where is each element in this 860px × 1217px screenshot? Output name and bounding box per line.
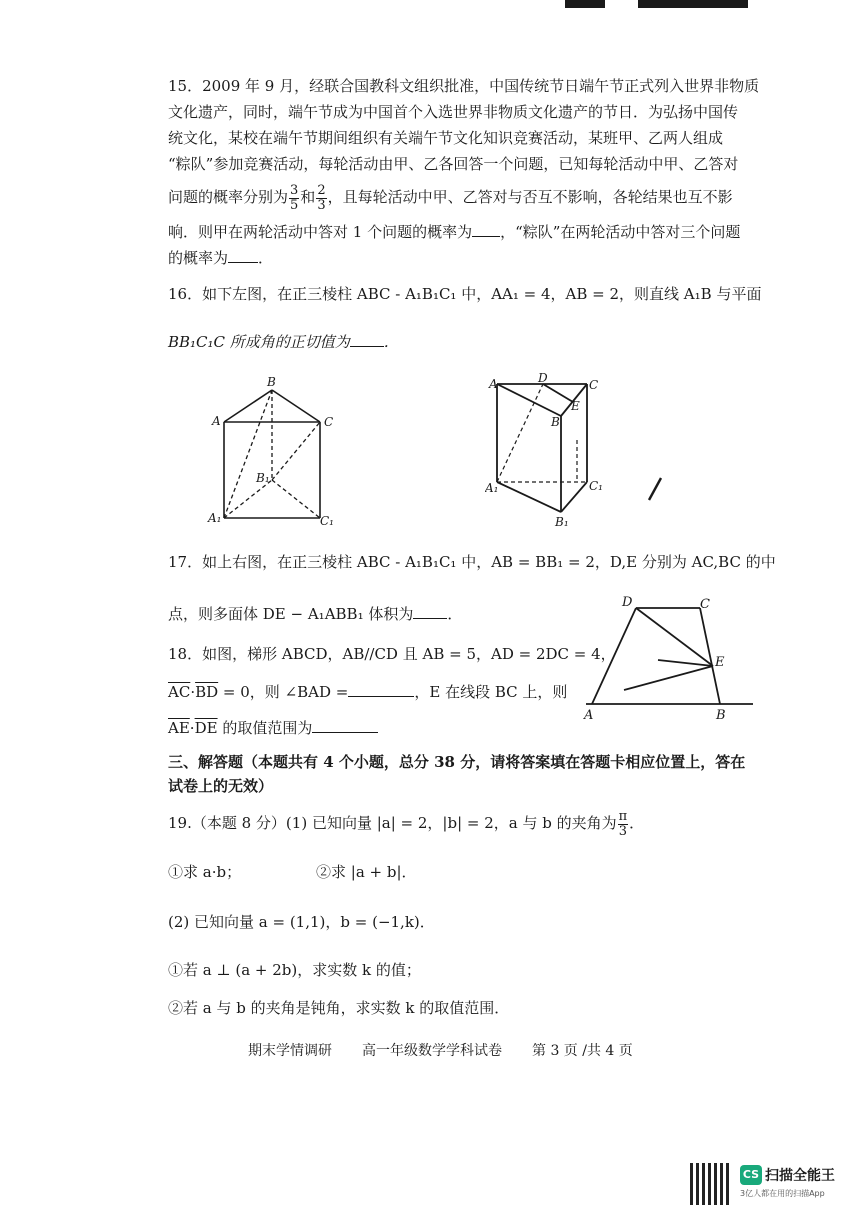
prism-figure-left <box>200 370 340 530</box>
q15-line-4: “粽队”参加竞赛活动，每轮活动由甲、乙各回答一个问题，已知每轮活动中甲、乙答对 <box>168 155 739 173</box>
footer-page-number: 第 3 页 /共 4 页 <box>532 1043 633 1059</box>
q15-line-7 <box>168 248 273 268</box>
q19-line-1 <box>168 806 644 840</box>
q19-item-1: ①求 a·b； <box>168 863 242 881</box>
vector-DE: $\overline{DE}$ <box>194 719 218 737</box>
q15-line-3: 统文化，某校在端午节期间组织有关端午节文化知识竞赛活动，某班甲、乙两人组成 <box>168 129 724 147</box>
q16-line-2 <box>168 332 399 352</box>
answer-blank-15b[interactable] <box>228 248 258 263</box>
q18-line-3 <box>168 718 378 738</box>
vector-BD: $\overline{BD}$ <box>195 683 219 701</box>
q15-text-5c: ，且每轮活动中甲、乙答对与否互不影响，各轮结果也互不影 <box>327 188 733 206</box>
fraction-pi-3: $\frac{\pi}{3}$ <box>618 808 628 839</box>
q19-line-4: ①若 a ⊥ (a + 2b)，求实数 k 的值； <box>168 961 421 979</box>
q15-text-7b: ． <box>258 249 274 267</box>
q18-text-3b: 的取值范围为 <box>217 719 313 737</box>
vector-AC: $\overline{AC}$ <box>168 683 191 701</box>
q19-item-2: ②求 |a + b|． <box>316 863 417 881</box>
scanner-app-name: 扫描全能王 <box>765 1167 835 1184</box>
label-B1: B₁ <box>555 515 569 529</box>
section-3-heading-2: 试卷上的无效） <box>168 777 274 795</box>
q16-text-2b: ． <box>383 333 399 351</box>
label-E: E <box>715 655 725 670</box>
label-D: D <box>538 371 548 385</box>
q17-text-2a: 点，则多面体 DE − A₁ABB₁ 体积为 <box>168 605 414 623</box>
answer-blank-16[interactable] <box>350 332 384 347</box>
scan-artifact-1 <box>565 0 605 8</box>
answer-blank-15a[interactable] <box>472 222 500 237</box>
q18-text-2b: = 0，则 ∠BAD = <box>218 683 349 701</box>
q15-text-5b: 和 <box>300 188 316 206</box>
label-C: C <box>324 415 334 429</box>
q15-text-6b: ，“粽队”在两轮活动中答对三个问题 <box>500 223 741 241</box>
q18-text-2c: ，E 在线段 BC 上，则 <box>414 683 568 701</box>
answer-blank-18b[interactable] <box>312 718 378 733</box>
footer-exam-name: 期末学情调研 <box>248 1043 332 1059</box>
answer-blank-17[interactable] <box>413 604 447 619</box>
label-A: A <box>489 377 498 391</box>
label-C1: C₁ <box>589 479 603 493</box>
q15-text-6a: 响．则甲在两轮活动中答对 1 个问题的概率为 <box>168 223 473 241</box>
page-footer <box>248 1040 663 1060</box>
q17-text-2b: ． <box>447 605 463 623</box>
label-A1: A₁ <box>208 511 222 525</box>
vector-AE: $\overline{AE}$ <box>168 719 190 737</box>
dot: · <box>190 683 196 701</box>
label-B: B <box>716 708 726 723</box>
fraction-3-5: $\frac{3}{5}$ <box>290 182 299 213</box>
qr-code-icon <box>690 1163 732 1205</box>
label-B1: B₁ <box>256 471 270 485</box>
q15-line-6 <box>168 222 740 242</box>
footer-subject: 高一年级数学学科试卷 <box>362 1043 502 1059</box>
q15-line-2: 文化遗产，同时，端午节成为中国首个入选世界非物质文化遗产的节日．为弘扬中国传 <box>168 103 739 121</box>
section-3-heading-1: 三、解答题（本题共有 4 个小题，总分 38 分，请将答案填在答题卡相应位置上，答在 <box>168 753 746 771</box>
answer-blank-18a[interactable] <box>348 682 414 697</box>
label-B: B <box>551 415 560 429</box>
q15-line-5 <box>168 180 733 214</box>
q19-line-3: (2) 已知向量 a = (1,1)，b = (−1,k)． <box>168 913 435 931</box>
q18-line-2 <box>168 682 567 702</box>
pen-mark <box>645 476 665 502</box>
q15-line-1: 15．2009 年 9 月，经联合国教科文组织批准，中国传统节日端午节正式列入世界非物质 <box>168 77 760 95</box>
label-D: D <box>622 595 633 610</box>
scan-artifact-2 <box>638 0 748 8</box>
prism-figure-right <box>485 370 615 530</box>
label-C: C <box>700 597 710 612</box>
q19-line-5: ②若 a 与 b 的夹角是钝角，求实数 k 的取值范围． <box>168 999 510 1017</box>
q19-text-1a: 19.（本题 8 分）(1) 已知向量 |a| = 2，|b| = 2，a 与 b 的夹角为 <box>168 814 617 832</box>
label-A: A <box>584 708 594 723</box>
label-A: A <box>212 414 221 428</box>
scanner-tagline: 3亿人都在用的扫描App <box>740 1189 825 1198</box>
cs-logo-icon: CS <box>740 1165 762 1185</box>
label-C: C <box>589 378 599 392</box>
label-A1: A₁ <box>485 481 499 495</box>
label-E: E <box>571 399 580 413</box>
q16-text-2a: BB₁C₁C 所成角的正切值为 <box>168 333 350 351</box>
q15-text-7a: 的概率为 <box>168 249 229 267</box>
scanner-watermark <box>740 1164 835 1198</box>
dot: · <box>189 719 195 737</box>
q18-line-1: 18．如图，梯形 ABCD，AB//CD 且 AB = 5，AD = 2DC = 4， <box>168 645 616 663</box>
fraction-2-3: $\frac{2}{3}$ <box>317 182 326 213</box>
q19-line-2 <box>168 862 417 882</box>
q17-line-1: 17．如上右图，在正三棱柱 ABC - A₁B₁C₁ 中，AB = BB₁ = 2，D,E 分别为 AC,BC 的中 <box>168 553 776 571</box>
label-C1: C₁ <box>320 514 334 528</box>
q19-text-1b: ． <box>629 814 645 832</box>
label-B: B <box>267 375 276 389</box>
q16-line-1: 16．如下左图，在正三棱柱 ABC - A₁B₁C₁ 中，AA₁ = 4，AB = 2，则直线 A₁B 与平面 <box>168 285 762 303</box>
q17-line-2 <box>168 604 462 624</box>
q15-text-5a: 问题的概率分别为 <box>168 188 289 206</box>
